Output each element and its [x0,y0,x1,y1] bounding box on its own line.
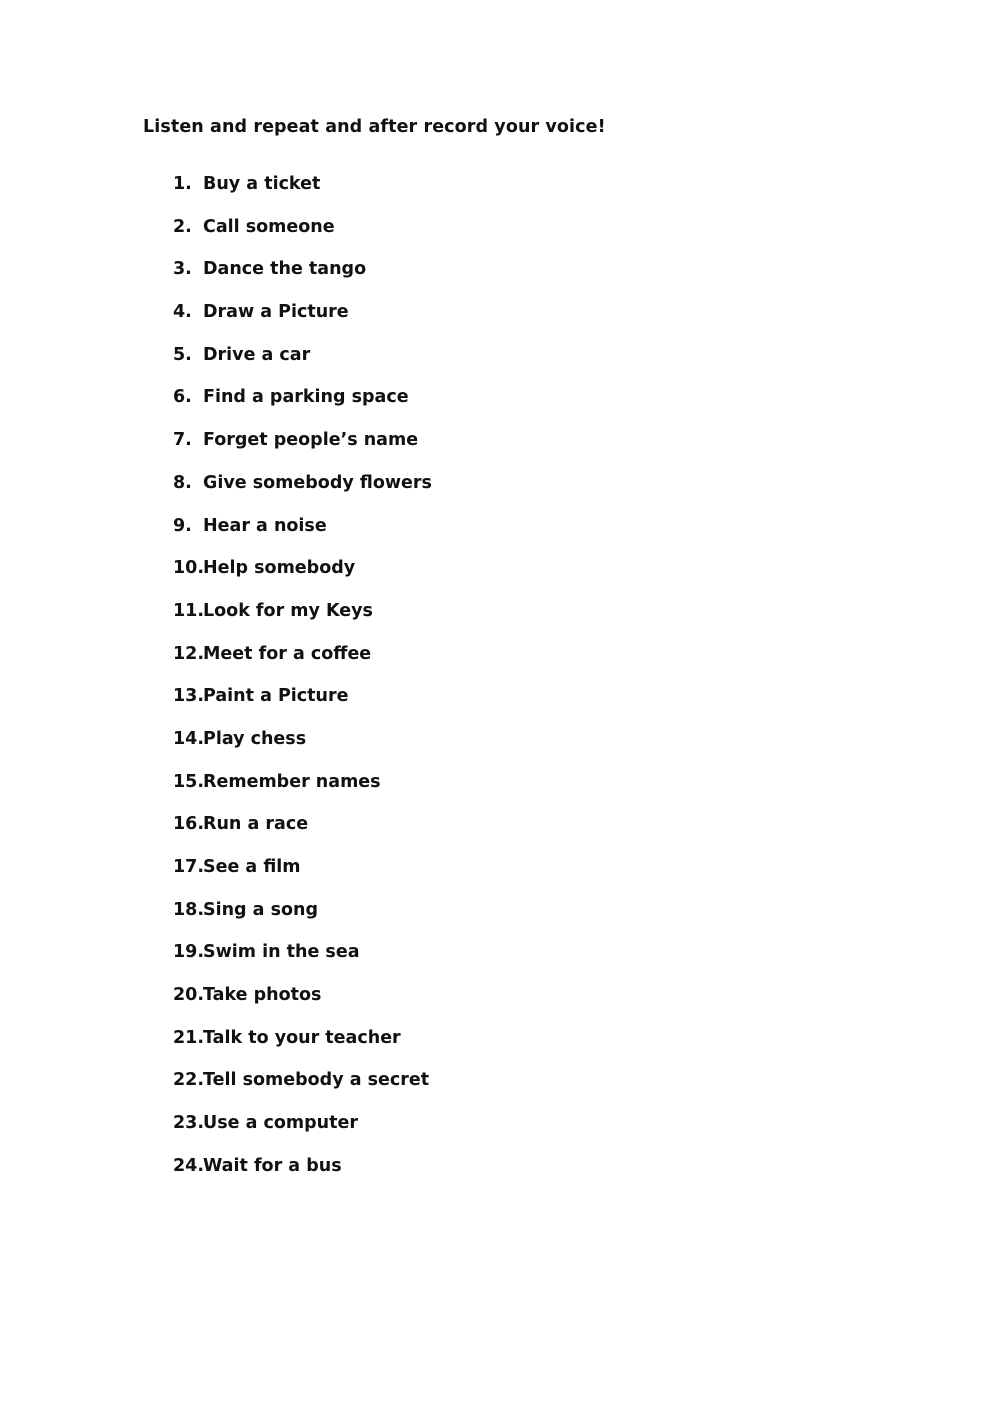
item-text: Forget people’s name [203,430,419,451]
phrase-list [173,174,432,1199]
list-item [173,1156,432,1199]
item-text: Draw a Picture [203,302,349,323]
list-item [173,1113,432,1156]
list-item [173,644,432,687]
list-item [173,430,432,473]
item-number: 2. [173,216,192,237]
item-number: 10. [173,558,205,579]
item-number: 21. [173,1027,205,1048]
list-item [173,387,432,430]
item-number: 4. [173,302,192,323]
item-number: 19. [173,942,205,963]
list-item [173,985,432,1028]
item-number: 9. [173,515,192,536]
item-text: Run a race [203,814,309,835]
item-text: Give somebody flowers [203,472,432,493]
item-number: 16. [173,814,205,835]
item-text: See a film [203,857,301,877]
list-item [173,1028,432,1071]
list-item [173,259,432,302]
item-text: Paint a Picture [203,686,349,707]
item-number: 15. [173,771,205,792]
item-number: 22. [173,1070,205,1091]
list-item [173,516,432,559]
list-item [173,217,432,260]
item-number: 6. [173,387,192,408]
item-text: Sing a song [203,899,319,920]
item-number: 20. [173,985,205,1006]
list-item [173,302,432,345]
item-number: 23. [173,1113,205,1134]
item-text: Help somebody [203,558,356,579]
item-text: Drive a car [203,344,311,365]
list-item [173,942,432,985]
list-item [173,772,432,815]
item-text: Talk to your teacher [203,1027,401,1048]
instruction-text: Listen and repeat and after record your voice! [143,117,606,137]
list-item [173,558,432,601]
list-item [173,473,432,516]
list-item [173,1070,432,1113]
item-number: 12. [173,643,205,664]
item-number: 14. [173,728,205,749]
item-text: Play chess [203,728,307,749]
list-item [173,174,432,217]
item-text: Find a parking space [203,387,409,408]
list-item [173,345,432,388]
item-text: Take photos [203,985,322,1006]
item-text: Dance the tango [203,259,367,280]
list-item [173,857,432,900]
item-number: 3. [173,259,192,280]
item-number: 1. [173,174,192,194]
item-number: 11. [173,600,205,621]
list-item [173,686,432,729]
list-item [173,814,432,857]
item-text: Wait for a bus [203,1155,342,1176]
item-number: 24. [173,1155,205,1176]
item-number: 8. [173,472,192,493]
list-item [173,729,432,772]
item-text: Swim in the sea [203,942,360,963]
item-text: Remember names [203,771,381,792]
item-number: 5. [173,344,192,365]
item-text: Buy a ticket [203,174,321,194]
item-text: Use a computer [203,1113,358,1134]
list-item [173,601,432,644]
item-text: Tell somebody a secret [203,1070,430,1091]
item-number: 13. [173,686,205,707]
item-text: Hear a noise [203,515,327,536]
item-text: Call someone [203,216,335,237]
item-number: 18. [173,899,205,920]
item-number: 7. [173,430,192,451]
list-item [173,900,432,943]
item-text: Look for my Keys [203,600,373,621]
item-text: Meet for a coffee [203,643,372,664]
item-number: 17. [173,857,205,877]
